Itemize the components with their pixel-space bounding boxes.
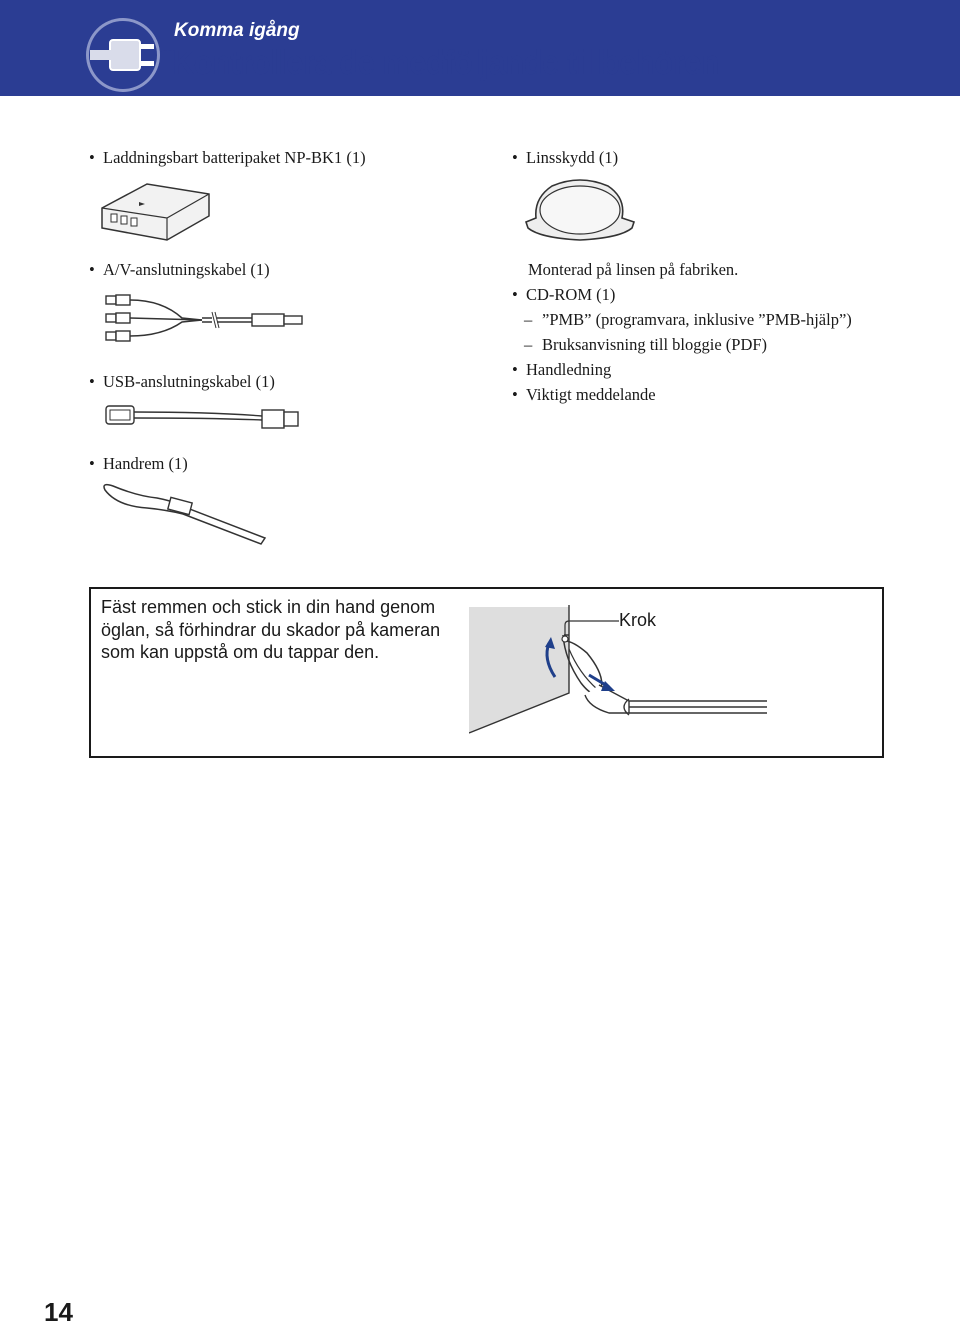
cdrom-subitem-manual-label: Bruksanvisning till bloggie (PDF)	[542, 335, 768, 354]
list-item-av-cable: • A/V-anslutningskabel (1)	[89, 260, 270, 279]
battery-label: Laddningsbart batteripaket NP-BK1 (1)	[103, 148, 366, 167]
hook-label: Krok	[619, 610, 657, 630]
list-item-usb-cable: • USB-anslutningskabel (1)	[89, 372, 275, 391]
manual-label: Handledning	[526, 360, 612, 379]
plug-icon	[86, 18, 160, 92]
strap-note-text: Fäst remmen och stick in din hand genom öglan, så förhindrar du skador på kameran som kan uppstå om du tappar den.	[101, 597, 441, 662]
lens-cap-image	[522, 174, 640, 244]
strap-label: Handrem (1)	[103, 454, 188, 473]
av-cable-label: A/V-anslutningskabel (1)	[103, 260, 270, 279]
av-cable-image	[102, 290, 307, 348]
list-item-lens-cap: • Linsskydd (1)	[512, 148, 619, 167]
cdrom-label: CD-ROM (1)	[526, 285, 616, 304]
list-item-manual: • Handledning	[512, 360, 612, 379]
page-number: 14	[44, 1297, 73, 1327]
lens-cap-label: Linsskydd (1)	[526, 148, 619, 167]
cdrom-subitem-pmb-label: ”PMB” (programvara, inklusive ”PMB-hjälp”)	[542, 310, 852, 329]
usb-cable-label: USB-anslutningskabel (1)	[103, 372, 275, 391]
list-item-battery: • Laddningsbart batteripaket NP-BK1 (1)	[89, 148, 366, 167]
page-title: Kontrollera de medföljande tillbehören	[172, 44, 720, 82]
notice-label: Viktigt meddelande	[526, 385, 656, 404]
list-item-strap: • Handrem (1)	[89, 454, 188, 473]
list-item-notice: • Viktigt meddelande	[512, 385, 656, 404]
cdrom-subitem-manual: – Bruksanvisning till bloggie (PDF)	[524, 335, 768, 354]
cdrom-subitem-pmb: – ”PMB” (programvara, inklusive ”PMB-hjälp”)	[524, 310, 852, 329]
strap-image	[97, 480, 277, 548]
list-item-cdrom: • CD-ROM (1)	[512, 285, 616, 304]
strap-note-box	[89, 587, 884, 758]
usb-cable-image	[102, 402, 302, 436]
battery-image	[97, 178, 217, 244]
section-label: Komma igång	[174, 20, 300, 41]
lens-cap-note: Monterad på linsen på fabriken.	[528, 260, 739, 279]
